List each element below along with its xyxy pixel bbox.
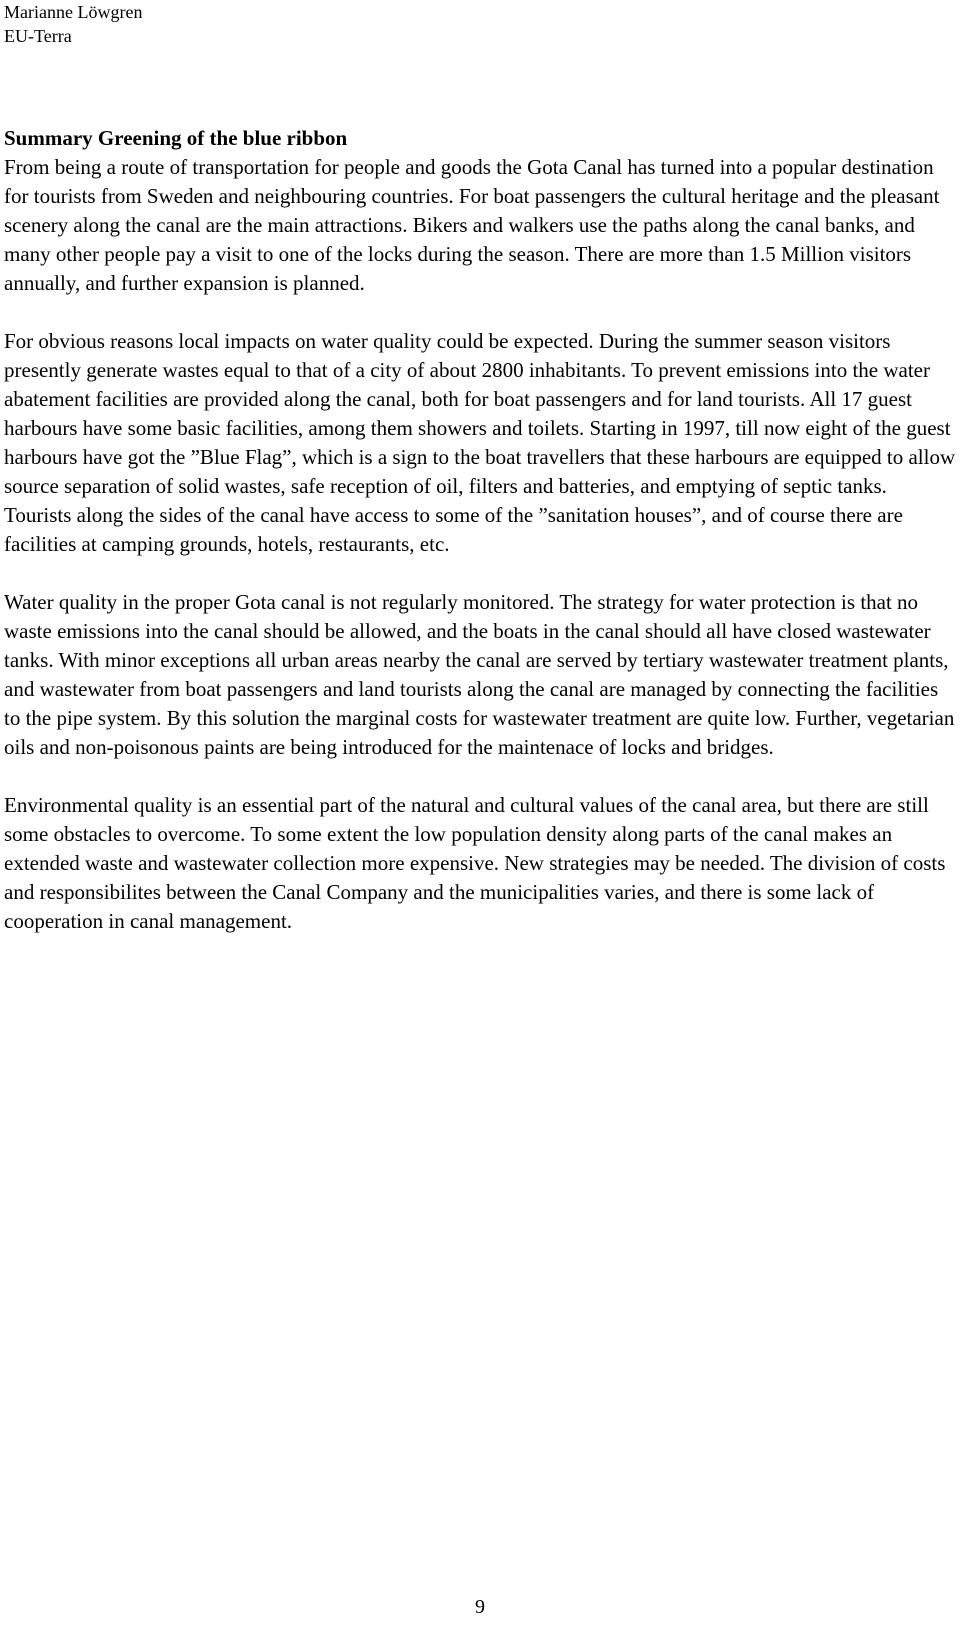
- page-number: 9: [475, 1596, 485, 1618]
- document-title: Summary Greening of the blue ribbon: [4, 126, 348, 150]
- document-body: [4, 124, 956, 965]
- organization-name: EU-Terra: [4, 26, 72, 46]
- paragraph-water-impacts: For obvious reasons local impacts on water quality could be expected. During the summer season visitors presently generate wastes equal to that of a city of about 2800 inhabitants. To prevent emissions into the water abatement facilities are provided along the canal, both for boat passengers and for land tourists. All 17 guest harbours have some basic facilities, among them showers and toilets. Starting in 1997, till now eight of the guest harbours have got the ”Blue Flag”, which is a sign to the boat travellers that these harbours are equipped to allow source separation of solid wastes, safe reception of oil, filters and batteries, and emptying of septic tanks. Tourists along the sides of the canal have access to some of the ”sanitation houses”, and of course there are facilities at camping grounds, hotels, restaurants, etc.: [4, 329, 956, 556]
- paragraph-environmental-quality: Environmental quality is an essential part of the natural and cultural values of the canal area, but there are still some obstacles to overcome. To some extent the low population density along parts of the canal makes an extended waste and wastewater collection more expensive. New strategies may be needed. The division of costs and responsibilites between the Canal Company and the municipalities varies, and there is some lack of cooperation in canal management.: [4, 793, 946, 933]
- author-name: Marianne Löwgren: [4, 2, 143, 22]
- paragraph-water-quality: Water quality in the proper Gota canal is not regularly monitored. The strategy for water protection is that no waste emissions into the canal should be allowed, and the boats in the canal should all have closed wastewater tanks. With minor exceptions all urban areas nearby the canal are served by tertiary wastewater treatment plants, and wastewater from boat passengers and land tourists along the canal are managed by connecting the facilities to the pipe system. By this solution the marginal costs for wastewater treatment are quite low. Further, vegetarian oils and non-poisonous paints are being introduced for the maintenace of locks and bridges.: [4, 590, 955, 759]
- page-header: [4, 0, 142, 48]
- paragraph-intro: From being a route of transportation for people and goods the Gota Canal has turned into a popular destination for tourists from Sweden and neighbouring countries. For boat passengers the cultural heritage and the pleasant scenery along the canal are the main attractions. Bikers and walkers use the paths along the canal banks, and many other people pay a visit to one of the locks during the season. There are more than 1.5 Million visitors annually, and further expansion is planned.: [4, 155, 940, 295]
